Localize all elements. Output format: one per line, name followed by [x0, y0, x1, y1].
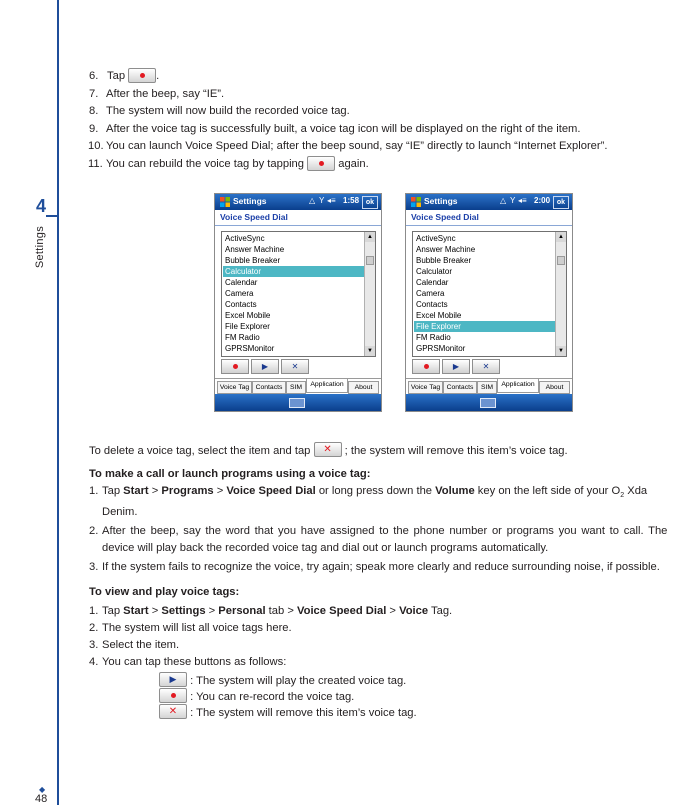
view-step-3 — [89, 637, 694, 654]
delete-instruction — [89, 443, 694, 460]
t: Tag. — [428, 604, 453, 617]
list-item[interactable]: Bubble Breaker — [416, 255, 472, 265]
list-item[interactable]: File Explorer — [225, 321, 270, 331]
step-number: 2. — [89, 524, 99, 537]
step-text: Tap — [107, 70, 126, 82]
list-item[interactable]: Camera — [225, 288, 254, 298]
b: Voice Speed Dial — [296, 604, 387, 617]
app-title: Settings — [233, 195, 267, 206]
tab-contacts[interactable]: Contacts — [443, 381, 477, 394]
list-item[interactable]: Excel Mobile — [416, 310, 462, 320]
b: Personal — [218, 604, 266, 617]
tab-voice-tag[interactable]: Voice Tag — [217, 381, 252, 394]
list-item[interactable]: FM Radio — [225, 332, 260, 342]
t: key on the left side of your O — [474, 484, 621, 497]
tab-about[interactable]: About — [348, 381, 379, 394]
step-text: The system will now build the recorded voice tag. — [106, 105, 350, 118]
step-9 — [89, 121, 694, 139]
step-number: 3. — [89, 638, 99, 651]
t: Denim. — [102, 505, 138, 518]
chapter-number: 4 — [36, 196, 47, 216]
step-number: 1. — [89, 604, 99, 617]
page-marker-icon: ◆ — [39, 785, 46, 794]
step-number: 7. — [89, 87, 99, 100]
menu-bar — [215, 394, 381, 411]
step-number: 1. — [89, 484, 99, 497]
t: After the beep, say the word that you have assigned to the phone number or programs you want to call. The — [102, 524, 668, 537]
scroll-thumb[interactable] — [366, 256, 374, 265]
t: Tap — [102, 484, 124, 497]
b: Voice Speed Dial — [226, 484, 316, 497]
delete-icon: ✕ — [159, 704, 187, 719]
t: or long press down the — [315, 484, 436, 497]
step-7 — [89, 86, 694, 104]
antenna-icon: Y — [510, 195, 516, 205]
step-number: 9. — [89, 122, 99, 135]
t: > — [386, 604, 400, 617]
antenna-icon: Y — [319, 195, 325, 205]
keyboard-icon[interactable] — [480, 398, 496, 408]
call-step-3 — [89, 559, 694, 576]
list-item[interactable]: Answer Machine — [225, 244, 285, 254]
record-button[interactable] — [221, 359, 249, 374]
view-step-1 — [89, 603, 694, 620]
list-item[interactable]: Contacts — [225, 299, 257, 309]
chapter-label: Settings — [34, 226, 46, 269]
t: Select the item. — [102, 638, 180, 651]
chapter-tick — [46, 215, 58, 217]
tab-strip — [215, 378, 381, 394]
menu-bar — [406, 394, 572, 411]
step-text: You can launch Voice Speed Dial; after the beep sound, say “IE” directly to launch “Internet Explorer”. — [106, 140, 608, 153]
screen-heading: Voice Speed Dial — [406, 210, 572, 226]
tab-about[interactable]: About — [539, 381, 570, 394]
legend-text: : The system will remove this item’s voice tag. — [190, 706, 417, 719]
step-text: You can rebuild the voice tag by tapping — [106, 157, 304, 170]
t: If the system fails to recognize the voice, try again; speak more clearly and reduce surrounding noise, if possible. — [102, 560, 660, 573]
screenshot-voice-speed-dial-2 — [405, 193, 573, 412]
list-item[interactable]: GPRSMonitor — [416, 343, 466, 353]
step-number: 3. — [89, 560, 99, 573]
app-title: Settings — [424, 195, 458, 206]
step-6 — [89, 68, 694, 86]
list-item[interactable]: Contacts — [416, 299, 448, 309]
legend-text: : The system will play the created voice tag. — [190, 674, 407, 687]
ok-button[interactable]: ok — [553, 196, 569, 209]
b: Start — [123, 604, 149, 617]
tab-sim[interactable]: SIM — [286, 381, 306, 394]
t: > — [148, 484, 162, 497]
step-10 — [89, 138, 694, 156]
title-bar — [215, 194, 381, 210]
section-heading-view: To view and play voice tags: — [89, 585, 240, 598]
t: device will play back the recorded voice tag and dial out or launch programs automatically. — [102, 541, 549, 554]
signal-icon: △ — [500, 195, 507, 205]
list-item[interactable]: GPRSMonitor — [225, 343, 275, 353]
t: Tap — [102, 604, 124, 617]
scroll-up-icon[interactable]: ▲ — [556, 232, 566, 242]
t: The system will list all voice tags here. — [102, 621, 292, 634]
t: > — [205, 604, 219, 617]
title-bar — [406, 194, 572, 210]
list-item[interactable]: ActiveSync — [416, 233, 456, 243]
list-item[interactable]: Calendar — [225, 277, 258, 287]
list-item[interactable]: FM Radio — [416, 332, 451, 342]
delete-button-icon: ✕ — [314, 442, 342, 457]
section-heading-call: To make a call or launch programs using a voice tag: — [89, 467, 371, 480]
list-item[interactable]: Excel Mobile — [225, 310, 271, 320]
step-8 — [89, 103, 694, 121]
scrollbar[interactable] — [555, 232, 566, 356]
step-11 — [89, 156, 694, 174]
t: Xda — [624, 484, 648, 497]
tab-application[interactable]: Application — [306, 379, 348, 393]
list-item[interactable]: Bubble Breaker — [225, 255, 281, 265]
list-item[interactable]: Calendar — [416, 277, 449, 287]
screenshot-voice-speed-dial-1 — [214, 193, 382, 412]
record-button[interactable] — [412, 359, 440, 374]
t: > — [213, 484, 227, 497]
play-button[interactable]: ▶ — [442, 359, 470, 374]
legend-text: : You can re-record the voice tag. — [190, 690, 355, 703]
button-legend-play — [159, 673, 694, 689]
play-button[interactable]: ▶ — [251, 359, 279, 374]
keyboard-icon[interactable] — [289, 398, 305, 408]
step-text: After the beep, say “IE”. — [106, 87, 225, 100]
call-step-2 — [89, 523, 694, 557]
page-number: 48 — [35, 793, 48, 805]
play-icon: ▶ — [159, 672, 187, 687]
tab-sim[interactable]: SIM — [477, 381, 497, 394]
tab-voice-tag[interactable]: Voice Tag — [408, 381, 443, 394]
step-text-end: . — [156, 70, 160, 82]
call-step-1 — [89, 483, 694, 521]
scroll-down-icon[interactable]: ▼ — [556, 346, 566, 356]
volume-icon: ◂≡ — [327, 195, 336, 205]
app-list[interactable] — [221, 231, 376, 357]
t: tab > — [265, 604, 297, 617]
tab-strip — [406, 378, 572, 394]
screen-heading: Voice Speed Dial — [215, 210, 381, 226]
clock: 1:58 — [343, 195, 360, 205]
delete-button[interactable]: ✕ — [472, 359, 500, 374]
t: You can tap these buttons as follows: — [102, 655, 287, 668]
clock: 2:00 — [534, 195, 551, 205]
button-legend-delete — [159, 705, 694, 721]
step-text: After the voice tag is successfully built, a voice tag icon will be displayed on the right of the item. — [106, 122, 581, 135]
delete-button[interactable]: ✕ — [281, 359, 309, 374]
b: Start — [123, 484, 149, 497]
record-icon — [159, 688, 187, 703]
record-button-icon — [307, 156, 335, 171]
step-number: 4. — [89, 655, 99, 668]
list-item[interactable]: Answer Machine — [416, 244, 476, 254]
app-list[interactable] — [412, 231, 567, 357]
b: Programs — [161, 484, 214, 497]
tab-application[interactable]: Application — [497, 379, 539, 393]
step-number: 8. — [89, 105, 99, 118]
windows-flag-icon — [411, 197, 421, 207]
list-item[interactable]: File Explorer — [414, 321, 555, 332]
view-step-4 — [89, 654, 694, 671]
scroll-thumb[interactable] — [557, 256, 565, 265]
step-number: 6. — [89, 70, 99, 82]
step-text-end: again. — [338, 157, 369, 170]
list-item[interactable]: Calculator — [223, 266, 364, 277]
margin-rule — [57, 0, 59, 805]
scroll-down-icon[interactable]: ▼ — [365, 346, 375, 356]
tab-contacts[interactable]: Contacts — [252, 381, 286, 394]
b: Volume — [435, 484, 475, 497]
scroll-up-icon[interactable]: ▲ — [365, 232, 375, 242]
step-number: 11. — [88, 157, 103, 170]
delete-text-end: ; the system will remove this item’s voice tag. — [344, 444, 568, 457]
t: > — [148, 604, 162, 617]
view-step-2 — [89, 620, 694, 637]
delete-text: To delete a voice tag, select the item and tap — [89, 444, 311, 457]
signal-icon: △ — [309, 195, 316, 205]
list-item[interactable]: Calculator — [416, 266, 453, 276]
step-number: 10. — [88, 140, 104, 153]
page-content — [89, 68, 694, 721]
ok-button[interactable]: ok — [362, 196, 378, 209]
volume-icon: ◂≡ — [518, 195, 527, 205]
list-item[interactable]: Camera — [416, 288, 445, 298]
record-button-icon — [128, 68, 156, 83]
b: Voice — [399, 604, 429, 617]
scrollbar[interactable] — [364, 232, 375, 356]
screenshots — [89, 193, 694, 443]
sub: 2 — [620, 491, 625, 499]
list-item[interactable]: ActiveSync — [225, 233, 265, 243]
windows-flag-icon — [220, 197, 230, 207]
step-number: 2. — [89, 621, 99, 634]
b: Settings — [161, 604, 206, 617]
button-legend-record — [159, 689, 694, 705]
